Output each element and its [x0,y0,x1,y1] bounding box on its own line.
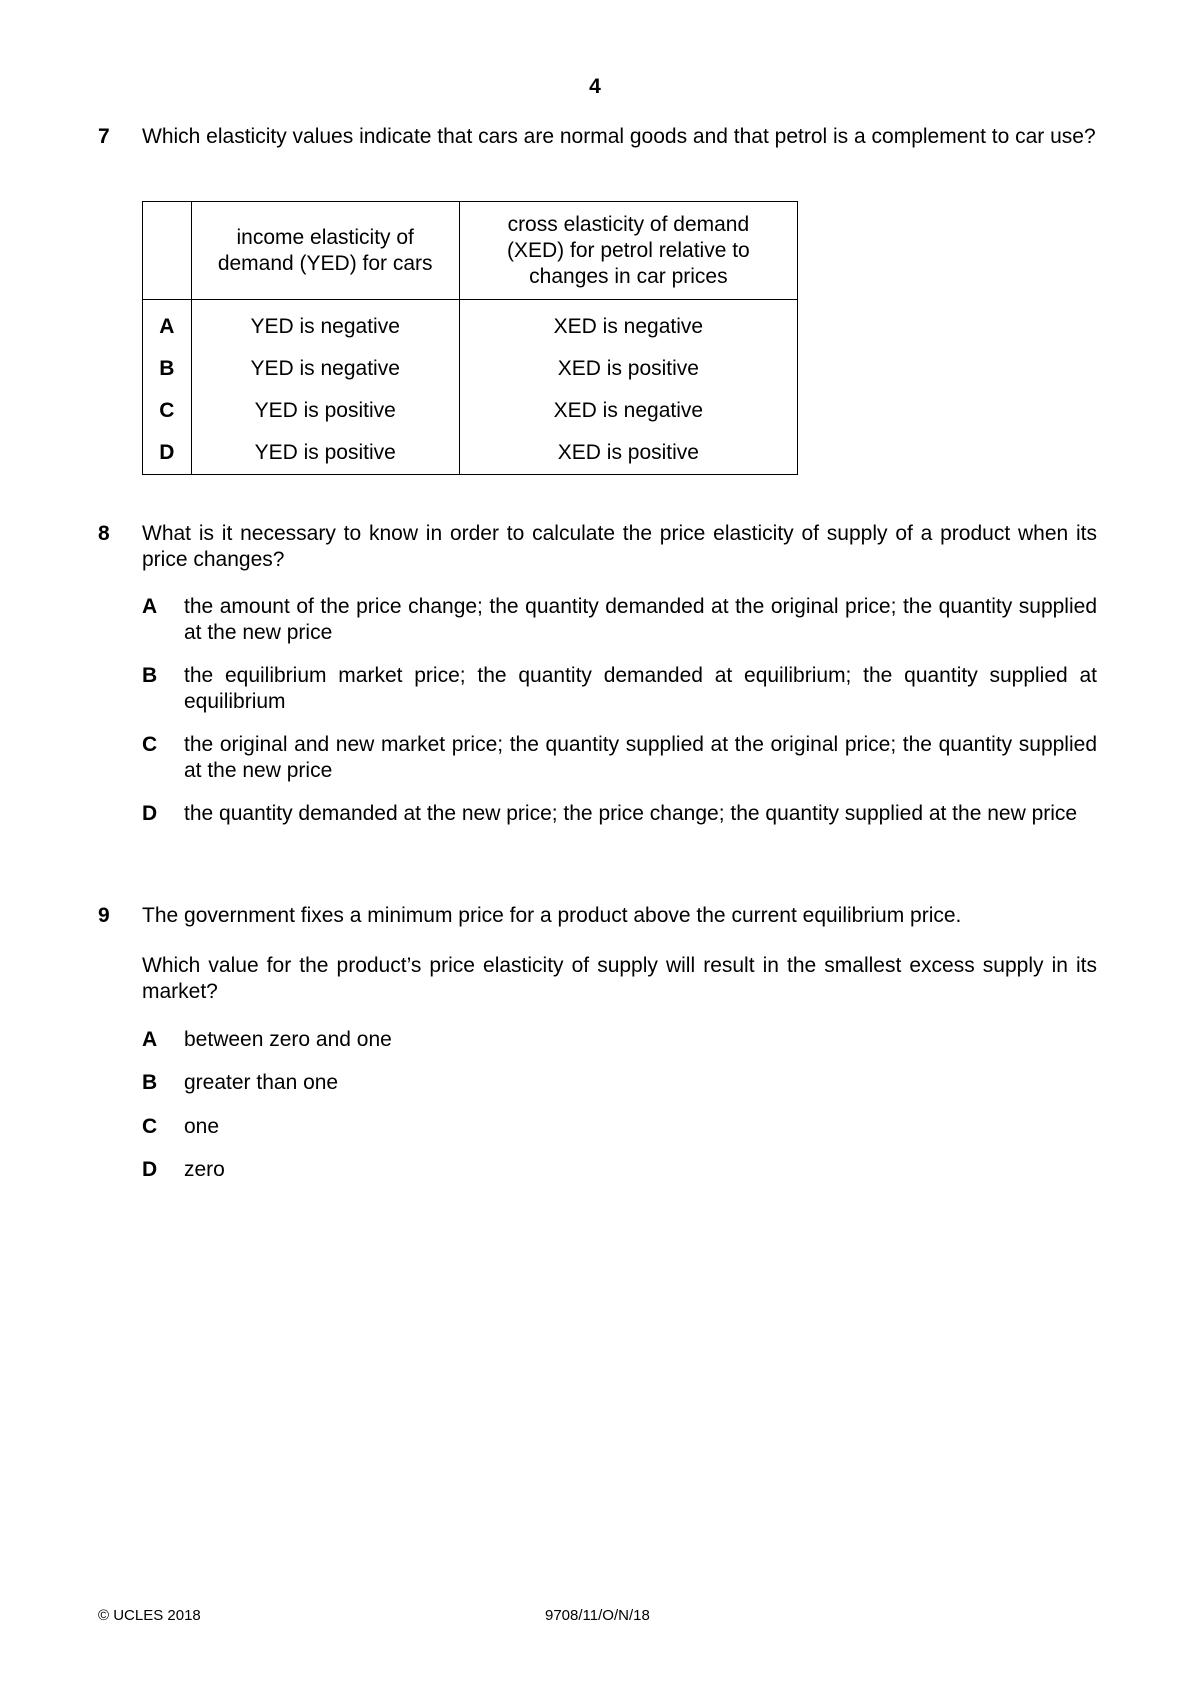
table-header-empty [143,202,192,300]
question-9-option-c-text: one [184,1115,220,1138]
question-7-text: Which elasticity values indicate that cars are normal goods and that petrol is a complement to car use? [142,125,1096,148]
question-8-option-b-label: B [142,664,158,687]
table-row-xed: XED is negative [459,390,797,432]
question-9-option-a-label: A [142,1028,158,1051]
table-row-yed: YED is negative [191,348,459,390]
question-8-number: 8 [98,522,110,545]
question-9-option-d-label: D [142,1158,158,1181]
table-row-xed: XED is positive [459,348,797,390]
question-8-option-a-label: A [142,595,158,618]
table-row [143,432,798,475]
page-number: 4 [589,75,601,98]
table-header-xed: cross elasticity of demand (XED) for petrol relative to changes in car prices [459,202,797,300]
table-row-xed: XED is negative [459,300,797,349]
table-row-yed: YED is negative [191,300,459,349]
table-row-key: D [143,432,192,475]
question-9-text-2: Which value for the product’s price elasticity of supply will result in the smallest excess supply in its market? [142,954,1097,1003]
table-row [143,348,798,390]
question-8-option-c-text: the original and new market price; the quantity supplied at the original price; the quantity supplied at the new price [184,733,1097,782]
question-9-option-c-label: C [142,1115,158,1138]
table-row-yed: YED is positive [191,390,459,432]
question-9-option-d-text: zero [184,1158,225,1181]
question-7-table [142,201,798,475]
question-9-option-b-label: B [142,1071,158,1094]
table-row-key: B [143,348,192,390]
table-row-key: C [143,390,192,432]
question-9-number: 9 [98,904,110,927]
table-row [143,390,798,432]
question-9-option-b-text: greater than one [184,1071,339,1094]
question-9-text: The government fixes a minimum price for a product above the current equilibrium price. [142,904,962,927]
question-8-option-c-label: C [142,733,158,756]
table-row-key: A [143,300,192,349]
question-8-option-b-text: the equilibrium market price; the quantity demanded at equilibrium; the quantity supplied at equilibrium [184,664,1097,713]
question-8-option-d-label: D [142,802,158,825]
table-row-xed: XED is positive [459,432,797,475]
question-8-text: What is it necessary to know in order to calculate the price elasticity of supply of a product when its price changes? [142,522,1097,571]
question-8-option-d-text: the quantity demanded at the new price; the price change; the quantity supplied at the new price [184,802,1078,825]
footer-paper-code: 9708/11/O/N/18 [545,1607,650,1624]
footer-copyright: © UCLES 2018 [98,1607,201,1624]
question-7-number: 7 [98,125,110,148]
question-9-option-a-text: between zero and one [184,1028,392,1051]
table-row-yed: YED is positive [191,432,459,475]
table-header-row [143,202,798,300]
question-8-option-a-text: the amount of the price change; the quantity demanded at the original price; the quantity supplied at the new price [184,595,1097,644]
table-row [143,300,798,349]
table-header-yed: income elasticity of demand (YED) for cars [191,202,459,300]
